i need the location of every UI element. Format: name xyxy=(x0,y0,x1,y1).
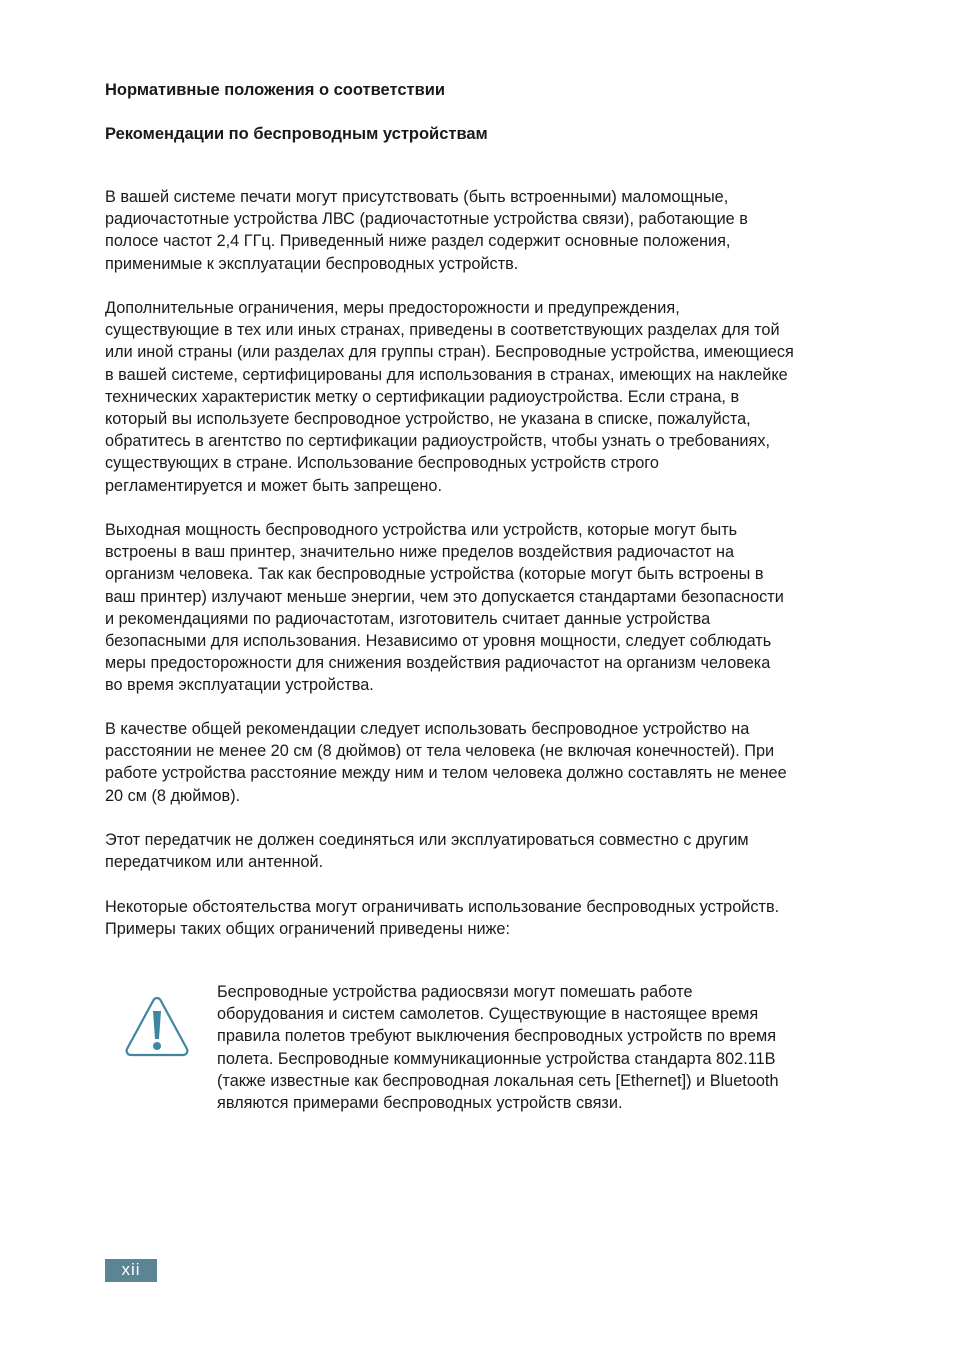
paragraph-output-power: Выходная мощность беспроводного устройства или устройств, которые могут быть встроены в ваш принтер, значительно ниже пределов воздействия радиочастот на организм человека. Так как беспроводные устройства (которые могут быть встроены в ваш принтер) излучают меньше энергии, чем это допускается стандартами безопасности и рекомендациями по радиочастотам, изготовитель считает данные устройства безопасными для использования. Независимо от уровня мощности, следует соблюдать меры предосторожности для снижения воздействия радиочастот на организм человека во время эксплуатации устройства. xyxy=(105,521,784,695)
warning-text: Беспроводные устройства радиосвязи могут помешать работе оборудования и систем самолетов. Существующие в настоящее время правила полетов требуют выключения беспроводных устройств по время полета. Беспроводные коммуникационные устройства стандарта 802.11B (также известные как беспроводная локальная сеть [Ethernet]) и Bluetooth являются примерами беспроводных устройств связи. xyxy=(217,983,779,1113)
paragraph-intro: В вашей системе печати могут присутствовать (быть встроенными) маломощные, радиочастотные устройства ЛВС (радиочастотные устройства связи), работающие в полосе частот 2,4 ГГц. Приведенный ниже раздел содержит основные положения, применимые к эксплуатации беспроводных устройств. xyxy=(105,188,748,273)
section-heading: Нормативные положения о соответствии xyxy=(105,81,446,99)
paragraph-distance: В качестве общей рекомендации следует использовать беспроводное устройство на расстоянии не менее 20 см (8 дюймов) от тела человека (не включая конечностей). При работе устройства расстояние между ним и телом человека должно составлять не менее 20 см (8 дюймов). xyxy=(105,720,787,805)
subsection-heading: Рекомендации по беспроводным устройствам xyxy=(105,125,488,143)
paragraph-circumstances: Некоторые обстоятельства могут ограничивать использование беспроводных устройств. Примеры таких общих ограничений приведены ниже: xyxy=(105,898,780,939)
paragraph-restrictions: Дополнительные ограничения, меры предосторожности и предупреждения, существующие в тех или иных странах, приведены в соответствующих разделах для той или иной страны (или разделах для группы стран). Беспроводные устройства, имеющиеся в вашей системе, сертифицированы для использования в странах, имеющих на наклейке технических характеристик метку о сертификации радиоустройства. Если страна, в который вы используете беспроводное устройство, не указана в списке, пожалуйста, обратитесь в агентство по сертификации радиоустройств, чтобы узнать о требованиях, существующих в стране. Использование беспроводных устройств строго регламентируется и может быть запрещено. xyxy=(105,299,794,495)
warning-triangle-icon xyxy=(124,995,190,1059)
paragraph-transmitter: Этот передатчик не должен соединяться или эксплуатироваться совместно с другим передатчиком или антенной. xyxy=(105,831,749,872)
page-number-badge: xii xyxy=(105,1259,157,1282)
